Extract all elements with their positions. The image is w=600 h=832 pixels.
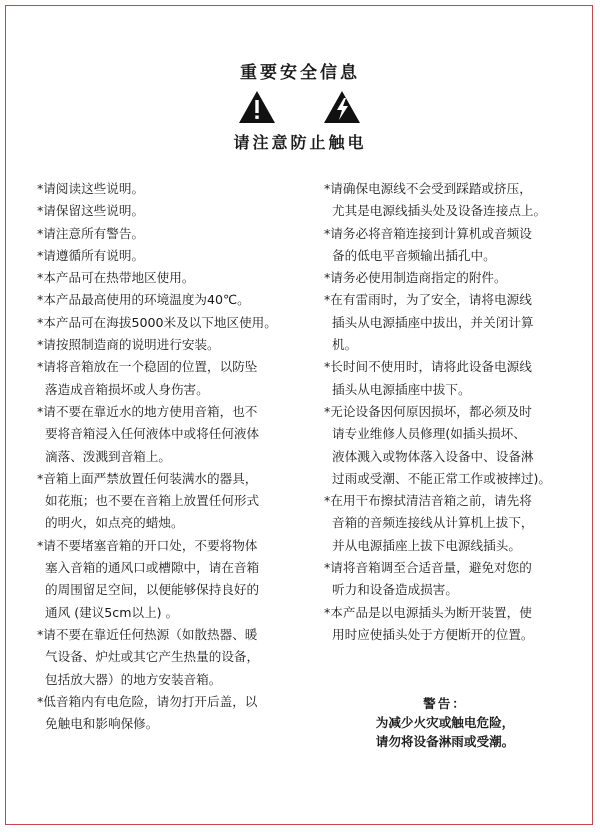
warning-title: 警告： bbox=[423, 696, 467, 711]
instruction-item: *在用干布擦拭清洁音箱之前，请先将 音箱的音频连接线从计算机上拔下， 并从电源插座上拔下电源线插头。 bbox=[324, 493, 534, 553]
instruction-item: *请将音箱放在一个稳固的位置，以防坠 落造成音箱损坏或人身伤害。 bbox=[37, 359, 258, 397]
instruction-item: *本产品最高使用的环境温度为40℃。 bbox=[37, 292, 250, 308]
instruction-item: *请注意所有警告。 bbox=[37, 225, 145, 241]
instruction-item: *请确保电源线不会受到踩踏或挤压， 尤其是电源线插头处及设备连接点上。 bbox=[324, 181, 547, 219]
instruction-item: *请不要堵塞音箱的开口处，不要将物体 塞入音箱的通风口或槽隙中，请在音箱 的周围留足空间，以便能够保持良好的 通风 (建议5cm以上) 。 bbox=[37, 537, 260, 620]
instruction-item: *请不要在靠近任何热源（如散热器、暖 气设备、炉灶或其它产生热量的设备， 包括放大器）的地方安装音箱。 bbox=[37, 626, 260, 687]
warning-box bbox=[325, 694, 565, 751]
left-instructions bbox=[37, 178, 299, 735]
instruction-item: *请阅读这些说明。 bbox=[37, 181, 145, 196]
warning-line: 请勿将设备淋雨或受潮。 bbox=[375, 734, 515, 749]
instruction-item: *音箱上面严禁放置任何装满水的器具， 如花瓶；也不要在音箱上放置任何形式 的明火，如点亮的蜡烛。 bbox=[37, 470, 260, 531]
instruction-item: *请务必将音箱连接到计算机或音频设 备的低电平音频输出插孔中。 bbox=[324, 225, 532, 263]
instruction-item: *长时间不使用时，请将此设备电源线 插头从电源插座中拔下。 bbox=[324, 359, 532, 397]
instruction-item: *请将音箱调至合适音量，避免对您的 听力和设备造成损害。 bbox=[324, 560, 532, 598]
instruction-item: *本产品是以电源插头为断开装置，使 用时应使插头处于方便断开的位置。 bbox=[324, 604, 534, 642]
instruction-item: *无论设备因何原因损坏，都必须及时 请专业维修人员修理(如插头损坏、 液体溅入或物体落入设备中、设备淋 过雨或受潮、不能正常工作或被摔过)。 bbox=[324, 403, 552, 486]
hazard-icons bbox=[0, 90, 600, 124]
page-title: 重要安全信息 bbox=[240, 63, 360, 83]
instruction-item: *低音箱内有电危险，请勿打开后盖，以 免触电和影响保修。 bbox=[37, 693, 258, 732]
instruction-item: *请保留这些说明。 bbox=[37, 203, 145, 219]
instruction-item: *请不要在靠近水的地方使用音箱，也不 要将音箱浸入任何液体中或将任何液体 滴落、泼溅到音箱上。 bbox=[37, 403, 260, 464]
electric-shock-icon bbox=[323, 90, 361, 124]
warning-line: 为减少火灾或触电危险， bbox=[375, 715, 515, 730]
instruction-item: *本产品可在热带地区使用。 bbox=[37, 270, 195, 286]
page-subtitle: 请注意防止触电 bbox=[233, 133, 367, 152]
warning-exclamation-icon bbox=[238, 90, 276, 124]
instruction-item: *请务必使用制造商指定的附件。 bbox=[324, 270, 507, 286]
instruction-item: *在有雷雨时，为了安全，请将电源线 插头从电源插座中拔出，并关闭计算 机。 bbox=[324, 292, 534, 353]
instruction-item: *本产品可在海拔5000米及以下地区使用。 bbox=[37, 314, 277, 330]
right-instructions bbox=[324, 178, 569, 646]
instruction-item: *请按照制造商的说明进行安装。 bbox=[37, 337, 220, 353]
instruction-item: *请遵循所有说明。 bbox=[37, 247, 145, 263]
